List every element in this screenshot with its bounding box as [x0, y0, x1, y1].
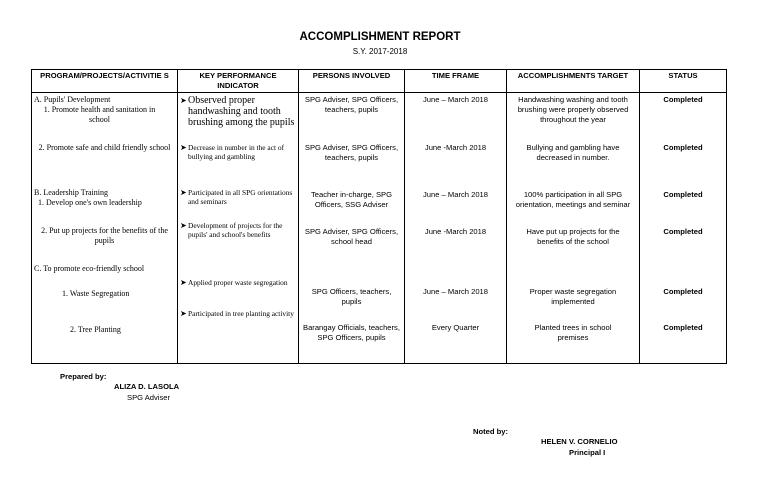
time-entry: June -March 2018 — [424, 143, 487, 152]
kpi-item — [180, 143, 296, 161]
accomplishment-entry: Bullying and gambling have decreased in number. — [526, 143, 620, 162]
accomplishment-entry: Planted trees in school premises — [534, 323, 612, 342]
kpi-cell — [178, 93, 299, 364]
program-a2: 2. Promote safe and child friendly school — [38, 143, 171, 152]
school-year: S.Y. 2017-2018 — [352, 47, 408, 56]
table-header-row — [32, 70, 727, 93]
time-entry: Every Quarter — [431, 323, 480, 332]
persons-entry: Teacher in-charge, SPG Officers, SSG Adviser — [310, 190, 393, 209]
arrow-bullet-icon: ➤ — [180, 188, 187, 197]
kpi-text: Development of projects for the pupils' and school's benefits — [188, 221, 283, 239]
kpi-item — [180, 188, 296, 206]
kpi-text: Decrease in number in the act of bullying and gambling — [188, 143, 285, 161]
persons-entry: SPG Adviser, SPG Officers, teachers, pupils — [304, 95, 399, 114]
accomplishment-table — [31, 69, 727, 364]
program-b1: 1. Develop one's own leadership — [38, 198, 142, 207]
table-body-row — [32, 93, 727, 364]
status-entry: Completed — [663, 287, 703, 296]
program-c1: 1. Waste Segregation — [62, 289, 130, 298]
program-b-heading: B. Leadership Training — [34, 188, 108, 197]
arrow-bullet-icon: ➤ — [180, 96, 187, 105]
program-a-heading: A. Pupils' Development — [34, 95, 111, 104]
status-entry: Completed — [663, 323, 703, 332]
noted-by-title: Principal I — [569, 448, 606, 457]
accomplishment-entry: Handwashing washing and tooth brushing were properly observed throughout the year — [517, 95, 629, 124]
kpi-text: Participated in all SPG orientations and seminars — [188, 188, 293, 206]
status-entry: Completed — [663, 227, 703, 236]
program-c2: 2. Tree Planting — [70, 325, 121, 334]
time-entry: June – March 2018 — [422, 95, 488, 104]
arrow-bullet-icon: ➤ — [180, 143, 187, 152]
header-persons: PERSONS INVOLVED — [299, 70, 405, 93]
program-a1: 1. Promote health and sanitation in school — [43, 105, 156, 124]
persons-entry: Barangay Officials, teachers, SPG Officers, pupils — [303, 323, 400, 342]
header-kpi: KEY PERFORMANCE INDICATOR — [178, 70, 299, 93]
kpi-text: Applied proper waste segregation — [188, 278, 288, 287]
kpi-text: Participated in tree planting activity — [188, 309, 294, 318]
time-entry: June – March 2018 — [422, 190, 488, 199]
arrow-bullet-icon: ➤ — [180, 309, 187, 318]
prepared-by-name: ALIZA D. LASOLA — [114, 382, 180, 391]
header-programs: PROGRAM/PROJECTS/ACTIVITIE S — [32, 70, 178, 93]
status-cell — [640, 93, 727, 364]
persons-entry: SPG Officers, teachers, pupils — [311, 287, 392, 306]
kpi-text: Observed proper handwashing and tooth brushing among the pupils — [188, 95, 295, 128]
kpi-item — [180, 221, 296, 239]
accomplishment-entry: Proper waste segregation implemented — [529, 287, 617, 306]
report-title: ACCOMPLISHMENT REPORT — [299, 31, 461, 43]
status-entry: Completed — [663, 95, 703, 104]
persons-entry: SPG Adviser, SPG Officers, school head — [304, 227, 399, 246]
header-accomplishments: ACCOMPLISHMENTS TARGET — [507, 70, 640, 93]
kpi-item — [180, 278, 296, 287]
accomplishment-entry: 100% participation in all SPG orientation, meetings and seminar — [515, 190, 631, 209]
kpi-item — [180, 309, 296, 318]
noted-by-name: HELEN V. CORNELIO — [541, 437, 618, 446]
header-time-frame: TIME FRAME — [405, 70, 507, 93]
kpi-item — [180, 95, 296, 128]
prepared-by-label: Prepared by: — [60, 372, 107, 381]
header-status: STATUS — [640, 70, 727, 93]
time-frame-cell — [405, 93, 507, 364]
accomplishments-cell — [507, 93, 640, 364]
noted-by-label: Noted by: — [473, 427, 509, 436]
prepared-by-title: SPG Adviser — [127, 393, 171, 402]
persons-entry: SPG Adviser, SPG Officers, teachers, pupils — [304, 143, 399, 162]
status-entry: Completed — [663, 190, 703, 199]
program-c-heading: C. To promote eco-friendly school — [34, 264, 145, 273]
arrow-bullet-icon: ➤ — [180, 221, 187, 230]
time-entry: June – March 2018 — [422, 287, 488, 296]
arrow-bullet-icon: ➤ — [180, 278, 187, 287]
programs-cell — [32, 93, 178, 364]
time-entry: June -March 2018 — [424, 227, 487, 236]
program-b2: 2. Put up projects for the benefits of the pupils — [41, 226, 168, 245]
persons-cell — [299, 93, 405, 364]
accomplishment-entry: Have put up projects for the benefits of the school — [526, 227, 620, 246]
status-entry: Completed — [663, 143, 703, 152]
